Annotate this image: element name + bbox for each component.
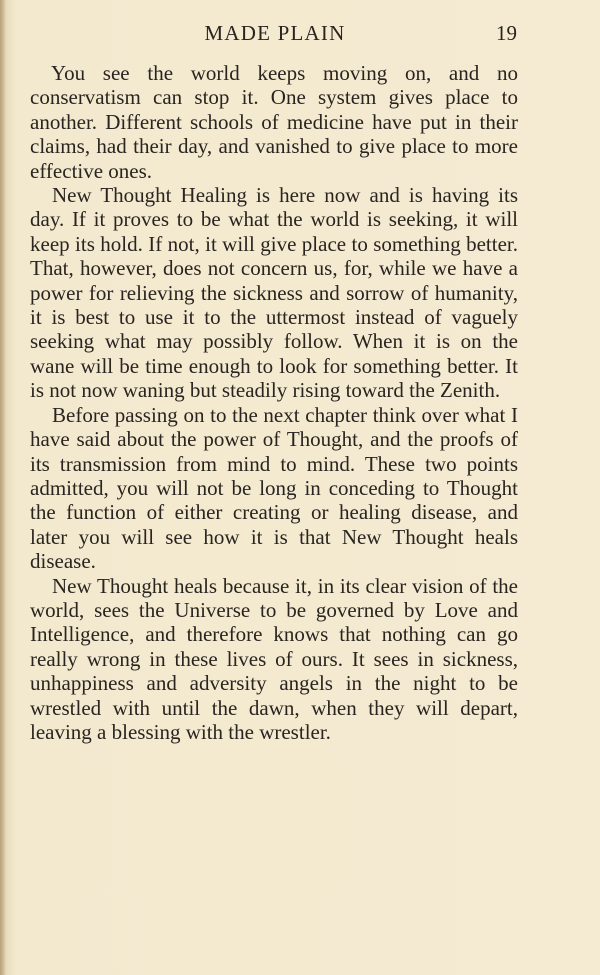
page-gutter-shadow <box>0 0 6 975</box>
page-header <box>30 18 520 48</box>
body-text <box>30 61 518 744</box>
running-head: MADE PLAIN <box>204 21 346 45</box>
page-number: 19 <box>496 21 517 45</box>
paragraph-2: New Thought Healing is here now and is having its day. If it proves to be what the world is seeking, it will keep its hold. If not, it will give place to something better. That, however, does not concern us, for, while we have a power for relieving the sickness and sorrow of humanity, it is best to use it to the uttermost instead of vaguely seeking what may possibly follow. When it is on the wane will be time enough to look for something better. It is not now waning but steadily rising toward the Zenith. <box>30 183 518 403</box>
paragraph-4: New Thought heals because it, in its clear vision of the world, sees the Universe to be governed by Love and Intelligence, and therefore knows that nothing can go really wrong in these lives of ours. It sees in sickness, unhappiness and adversity angels in the night to be wrestled with until the dawn, when they will depart, leaving a blessing with the wrestler. <box>30 573 518 744</box>
paragraph-3: Before passing on to the next chapter think over what I have said about the power of Thought, and the proofs of its transmission from mind to mind. These two points admitted, you will not be long in conceding to Thought the function of either creating or healing disease, and later you will see how it is that New Thought heals disease. <box>30 402 518 574</box>
paragraph-1: You see the world keeps moving on, and no conservatism can stop it. One system gives place to another. Different schools of medicine have put in their claims, had their day, and vanished to give place to more effective ones. <box>30 61 518 183</box>
